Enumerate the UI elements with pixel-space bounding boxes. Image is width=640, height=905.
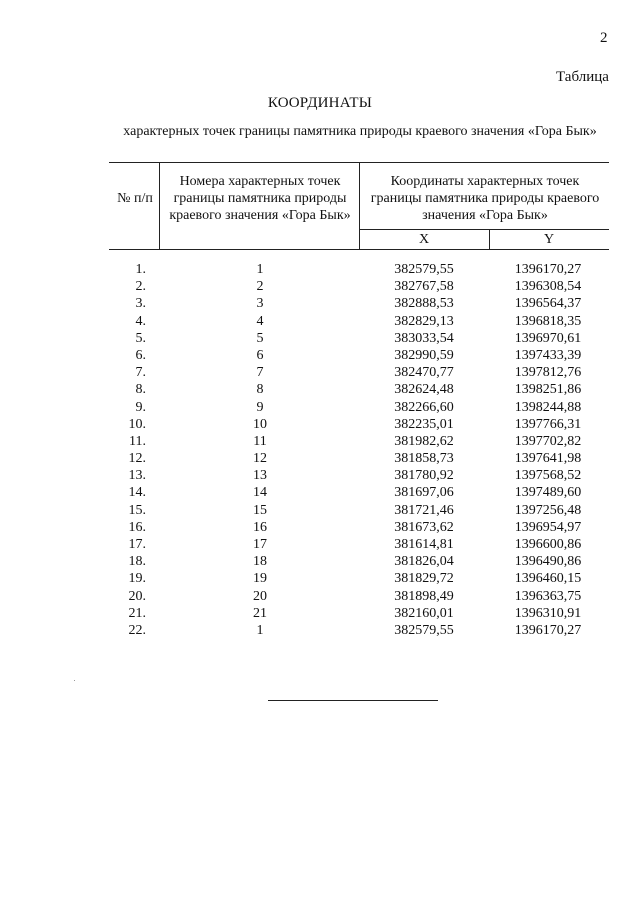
table-row [109,313,609,330]
row-x: 383033,54 [394,330,454,346]
row-x: 382829,13 [394,313,454,329]
row-number: 4. [135,313,146,329]
row-y: 1396564,37 [514,296,582,312]
table-row [109,347,609,364]
row-x: 382470,77 [394,365,454,381]
row-number: 5. [135,330,146,346]
row-point: 14 [253,485,267,501]
row-x: 381721,46 [394,502,454,518]
row-number: 21. [128,605,146,621]
row-number: 20. [128,588,146,604]
table-row [109,433,609,450]
row-point: 3 [256,296,264,312]
row-number: 9. [135,399,146,415]
row-x: 381898,49 [394,588,454,604]
row-number: 3. [135,296,146,312]
table-caption: Таблица [556,69,609,85]
row-point: 18 [253,554,267,570]
row-y: 1396600,86 [514,537,582,552]
row-x: 381780,92 [394,468,454,484]
row-point: 15 [253,502,267,518]
header-coords: Координаты характерных точек границы памятника природы краевого значения «Гора Бык» [370,174,600,223]
header-point: Номера характерных точек границы памятника природы краевого значения «Гора Бык» [169,174,351,223]
row-point: 7 [256,365,264,381]
row-number: 14. [128,485,146,501]
row-point: 8 [256,382,264,398]
row-point: 16 [253,519,267,535]
header-divider [159,163,160,249]
row-y: 1397766,31 [514,416,582,432]
table-row [109,519,609,536]
table-row [109,330,609,347]
row-y: 1397433,39 [514,347,582,363]
margin-mark [74,680,75,681]
header-y: Y [543,232,555,247]
row-point: 11 [253,433,267,449]
row-point: 5 [256,330,264,346]
row-y: 1398251,86 [514,382,582,398]
table-row [109,381,609,398]
row-x: 382888,53 [394,296,454,312]
row-point: 13 [253,468,267,484]
table-row [109,588,609,605]
table-row [109,484,609,501]
table-row [109,502,609,519]
row-x: 381697,06 [394,485,454,501]
row-point: 1 [256,622,264,638]
row-number: 6. [135,347,146,363]
row-y: 1396970,61 [514,330,582,346]
row-x: 382579,55 [394,262,454,277]
row-x: 381614,81 [394,537,454,552]
row-y: 1397702,82 [514,433,582,449]
row-x: 381826,04 [394,554,454,570]
document-subtitle: характерных точек границы памятника природы краевого значения «Гора Бык» [123,124,597,139]
row-point: 21 [253,605,267,621]
row-number: 13. [128,468,146,484]
table-row [109,416,609,433]
row-point: 4 [256,313,264,329]
row-y: 1397489,60 [514,485,582,501]
row-x: 382266,60 [394,399,454,415]
row-point: 9 [256,399,264,415]
row-number: 12. [128,451,146,467]
row-point: 20 [253,588,267,604]
row-y: 1397641,98 [514,451,582,467]
row-number: 10. [128,416,146,432]
row-point: 10 [253,416,267,432]
document-title: КООРДИНАТЫ [267,95,373,111]
row-x: 382624,48 [394,382,454,398]
row-y: 1396308,54 [514,279,582,295]
row-number: 19. [128,571,146,587]
row-y: 1397568,52 [514,468,582,484]
row-point: 19 [253,571,267,587]
row-number: 16. [128,519,146,535]
row-point: 12 [253,451,267,467]
row-number: 17. [128,537,146,552]
row-y: 1396310,91 [514,605,582,621]
row-y: 1396170,27 [514,622,582,638]
row-number: 22. [128,622,146,638]
row-y: 1396170,27 [514,262,582,277]
row-number: 1. [135,262,146,277]
row-x: 382160,01 [394,605,454,621]
row-x: 381982,62 [394,433,454,449]
header-num: № п/п [117,191,153,206]
row-x: 381673,62 [394,519,454,535]
row-point: 6 [256,347,264,363]
closing-line [268,700,438,701]
row-x: 382767,58 [394,279,454,295]
row-number: 2. [135,279,146,295]
row-x: 382990,59 [394,347,454,363]
row-point: 2 [256,279,264,295]
row-point: 1 [256,262,264,277]
row-y: 1396954,97 [514,519,582,535]
table-row [109,553,609,570]
table-body [109,261,609,639]
row-y: 1396363,75 [514,588,582,604]
row-y: 1397256,48 [514,502,582,518]
table-row [109,605,609,622]
row-y: 1398244,88 [514,399,582,415]
table-row [109,570,609,587]
page-number: 2 [600,30,608,46]
row-number: 15. [128,502,146,518]
table-row [109,399,609,416]
table-row [109,536,609,553]
table-row [109,467,609,484]
row-number: 11. [129,433,146,449]
row-point: 17 [253,537,267,552]
row-x: 382579,55 [394,622,454,638]
row-number: 7. [135,365,146,381]
table-row [109,278,609,295]
row-number: 18. [128,554,146,570]
row-x: 381829,72 [394,571,454,587]
table-row [109,364,609,381]
row-y: 1396818,35 [514,313,582,329]
row-x: 382235,01 [394,416,454,432]
row-y: 1396460,15 [514,571,582,587]
row-number: 8. [135,382,146,398]
row-x: 381858,73 [394,451,454,467]
header-divider [359,229,609,230]
table-row [109,450,609,467]
row-y: 1396490,86 [514,554,582,570]
table-row [109,622,609,639]
row-y: 1397812,76 [514,365,582,381]
table-header [109,162,609,250]
table-row [109,295,609,312]
header-x: X [418,232,430,247]
table-row [109,261,609,278]
